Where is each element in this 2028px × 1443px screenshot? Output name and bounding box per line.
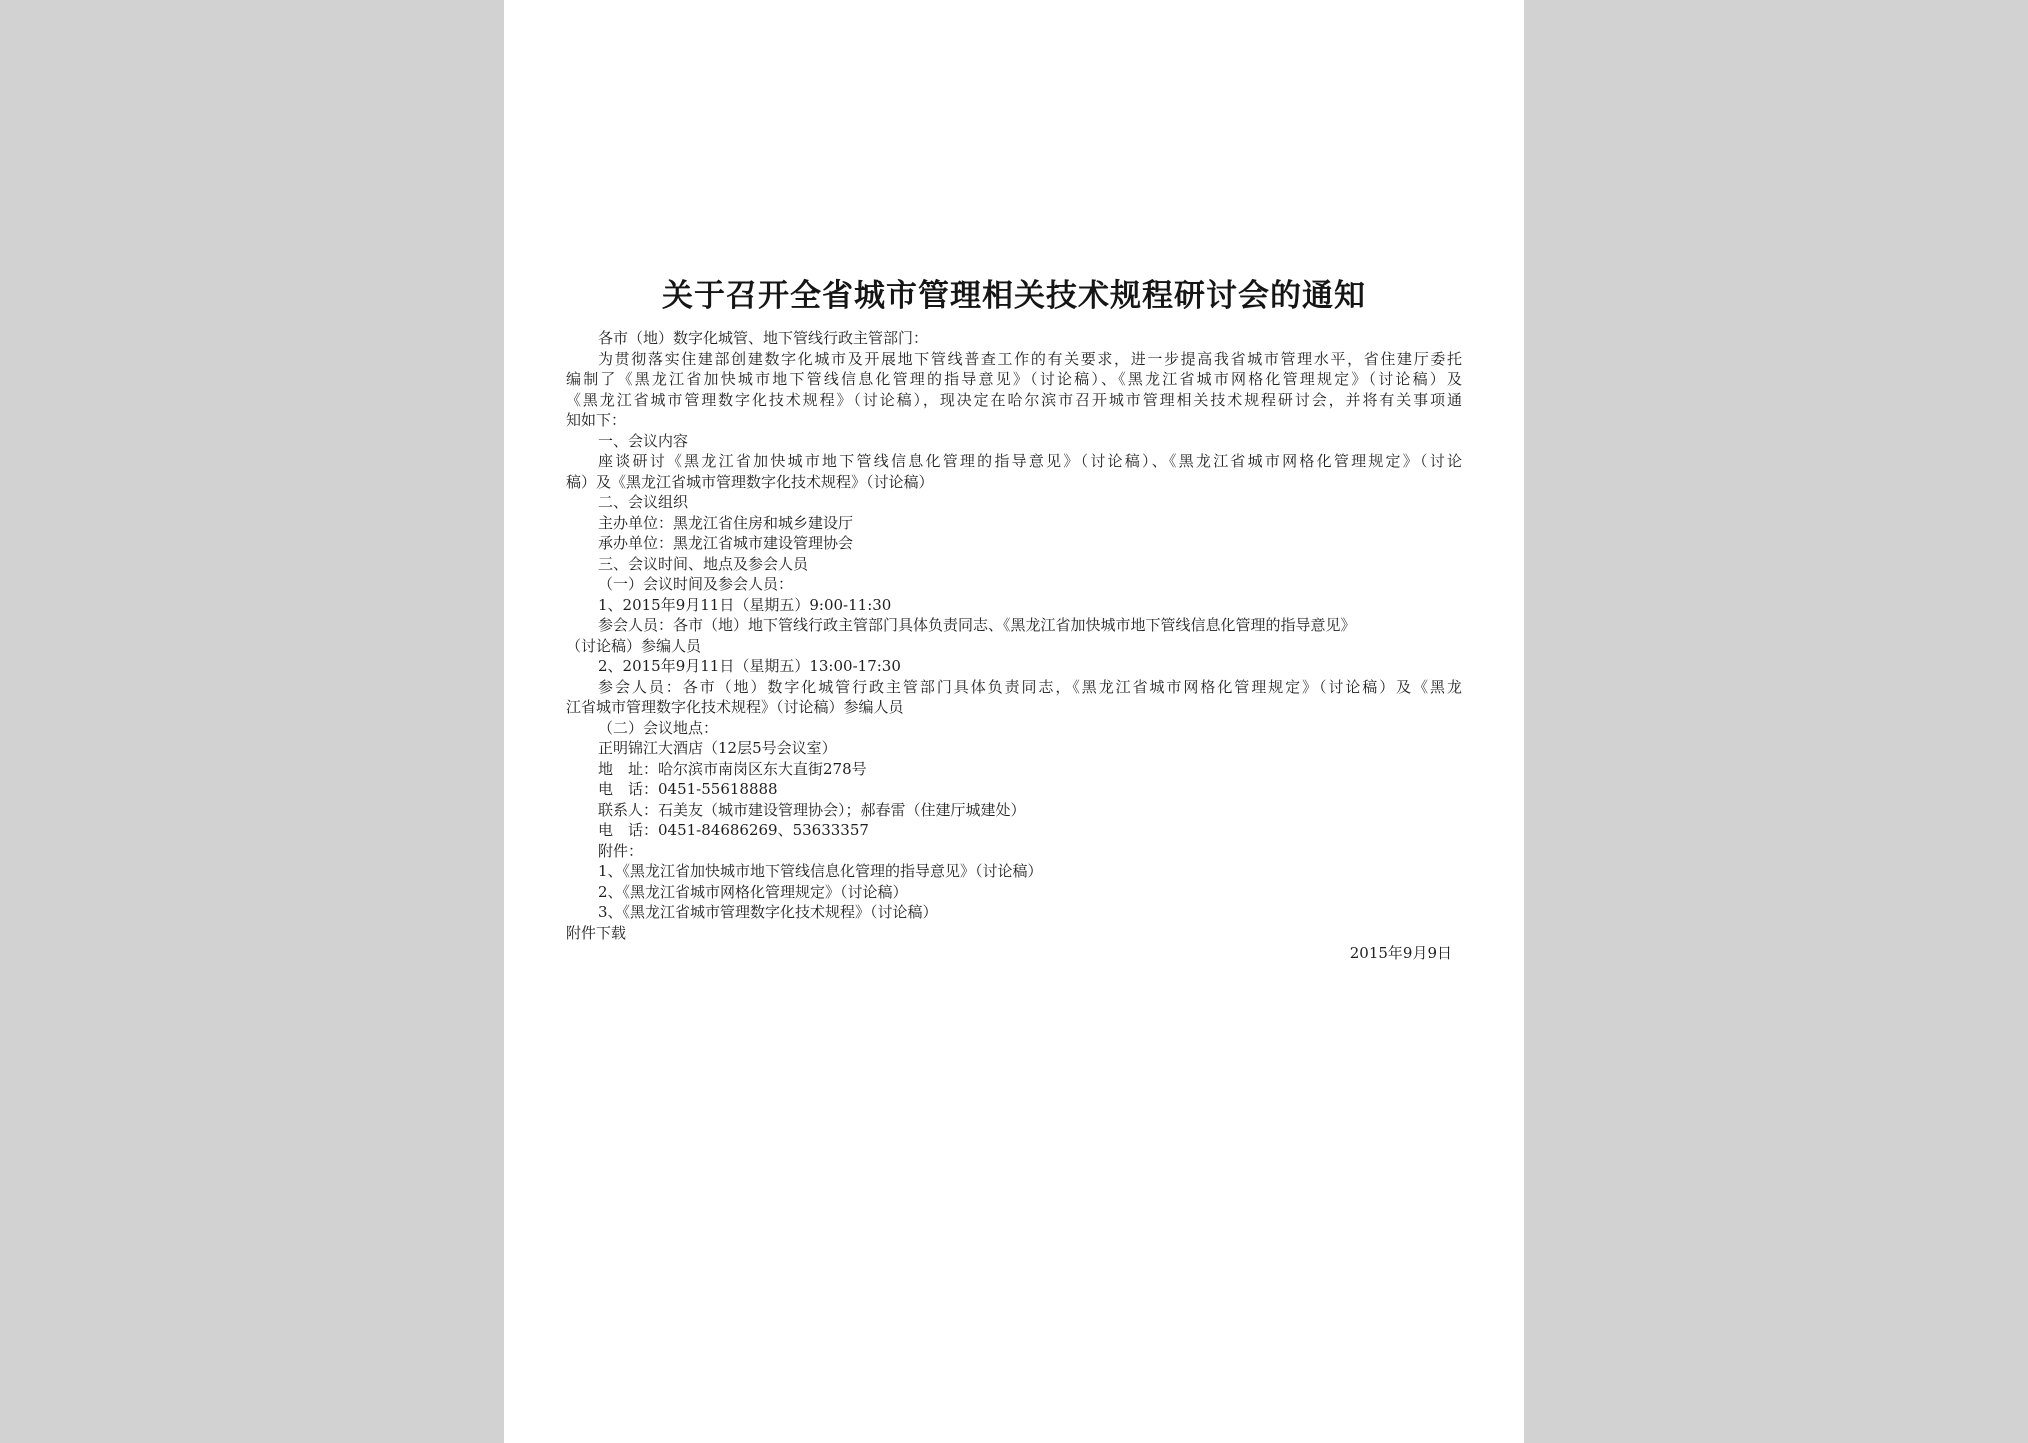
- body-line: 江省城市管理数字化技术规程》（讨论稿）参编人员: [566, 698, 904, 716]
- subsection-heading: （一）会议时间及参会人员：: [598, 575, 794, 593]
- document-body: [566, 328, 1462, 964]
- body-line: 1、2015年9月11日（星期五）9:00-11:30: [598, 595, 892, 614]
- body-line: 承办单位：黑龙江省城市建设管理协会: [598, 534, 854, 552]
- section-heading: 二、会议组织: [598, 493, 689, 511]
- body-line: 地 址：哈尔滨市南岗区东大直街278号: [598, 759, 867, 778]
- attachment-item: 3、《黑龙江省城市管理数字化技术规程》（讨论稿）: [598, 903, 938, 921]
- body-line: 编制了《黑龙江省加快城市地下管线信息化管理的指导意见》（讨论稿）、《黑龙江省城市网格化管理规定》（讨论稿）及: [566, 370, 1462, 388]
- body-line: 知如下：: [566, 411, 627, 429]
- body-line: 2、2015年9月11日（星期五）13:00-17:30: [598, 657, 901, 675]
- body-line: 电 话：0451-84686269、53633357: [598, 821, 869, 839]
- body-line: 电 话：0451-55618888: [598, 780, 778, 798]
- attachment-item: 1、《黑龙江省加快城市地下管线信息化管理的指导意见》（讨论稿）: [598, 862, 1043, 880]
- body-line: 主办单位：黑龙江省住房和城乡建设厅: [598, 513, 854, 532]
- salutation-line: 各市（地）数字化城管、地下管线行政主管部门：: [598, 329, 929, 347]
- body-line: 为贯彻落实住建部创建数字化城市及开展地下管线普查工作的有关要求，进一步提高我省城市管理水平，省住建厅委托: [598, 349, 1462, 368]
- section-heading: 一、会议内容: [598, 431, 689, 450]
- body-line: 座谈研讨《黑龙江省加快城市地下管线信息化管理的指导意见》（讨论稿）、《黑龙江省城市网格化管理规定》（讨论: [598, 452, 1462, 470]
- body-line: 参会人员：各市（地）数字化城管行政主管部门具体负责同志，《黑龙江省城市网格化管理规定》（讨论稿）及《黑龙: [598, 677, 1462, 696]
- body-line: 《黑龙江省城市管理数字化技术规程》（讨论稿），现决定在哈尔滨市召开城市管理相关技术规程研讨会，并将有关事项通: [566, 390, 1462, 409]
- section-heading: 三、会议时间、地点及参会人员: [598, 554, 809, 573]
- document-page: [504, 0, 1524, 1443]
- attachment-item: 2、《黑龙江省城市网格化管理规定》（讨论稿）: [598, 882, 908, 901]
- body-line: 联系人：石美友（城市建设管理协会）；郝春雷（住建厅城建处）: [598, 800, 1026, 819]
- document-title: 关于召开全省城市管理相关技术规程研讨会的通知: [662, 278, 1366, 314]
- attachments-heading: 附件：: [598, 841, 644, 860]
- body-line: 参会人员：各市（地）地下管线行政主管部门具体负责同志、《黑龙江省加快城市地下管线信息化管理的指导意见》: [598, 616, 1356, 634]
- body-line: （讨论稿）参编人员: [566, 636, 702, 655]
- document-date: 2015年9月9日: [1349, 944, 1452, 962]
- body-line: 正明锦江大酒店（12层5号会议室）: [598, 739, 837, 757]
- subsection-heading: （二）会议地点：: [598, 718, 719, 737]
- body-line: 稿）及《黑龙江省城市管理数字化技术规程》（讨论稿）: [566, 472, 934, 491]
- attachment-download-link[interactable]: 附件下载: [566, 923, 627, 942]
